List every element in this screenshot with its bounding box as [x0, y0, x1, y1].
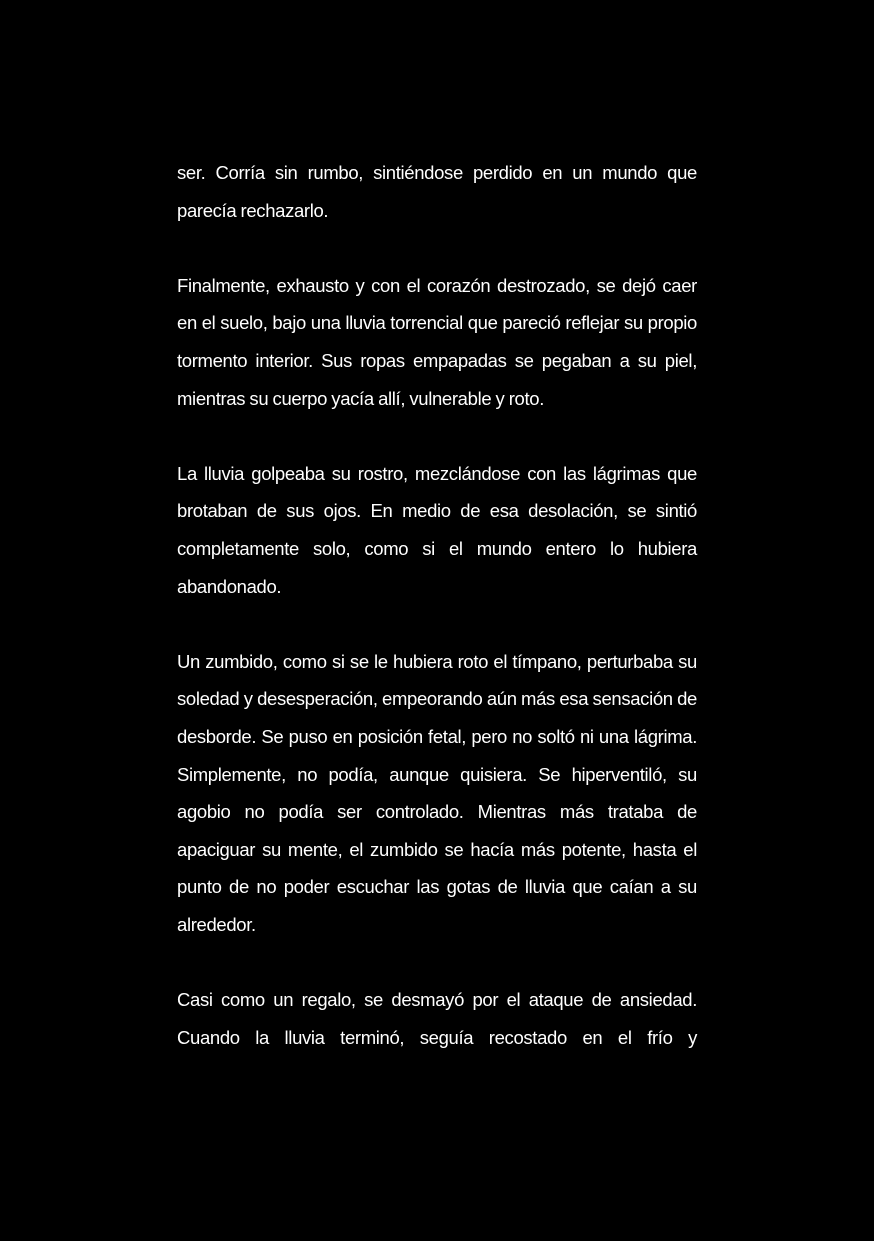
paragraph-2: Finalmente, exhausto y con el corazón destrozado, se dejó caer en el suelo, bajo una lluvia torrencial que pareció reflejar su propio tormento interior. Sus ropas empapadas se pegaban a su piel, mientras su cuerpo yacía allí, vulnerable y roto. [177, 274, 697, 409]
paragraph-1: ser. Corría sin rumbo, sintiéndose perdido en un mundo que parecía rechazarlo. [177, 162, 697, 221]
text-body [177, 154, 697, 1056]
paragraph-5: Casi como un regalo, se desmayó por el ataque de ansiedad. Cuando la lluvia terminó, seguía recostado en el frío y [177, 989, 697, 1048]
paragraph-3: La lluvia golpeaba su rostro, mezclándose con las lágrimas que brotaban de sus ojos. En medio de esa desolación, se sintió completamente solo, como si el mundo entero lo hubiera abandonado. [177, 462, 697, 597]
paragraph-4: Un zumbido, como si se le hubiera roto el tímpano, perturbaba su soledad y desesperación, empeorando aún más esa sensación de desborde. Se puso en posición fetal, pero no soltó ni una lágrima. Simplemente, no podía, aunque quisiera. Se hiperventiló, su agobio no podía ser controlado. Mientras más trataba de apaciguar su mente, el zumbido se hacía más potente, hasta el punto de no poder escuchar las gotas de lluvia que caían a su alrededor. [177, 650, 697, 935]
